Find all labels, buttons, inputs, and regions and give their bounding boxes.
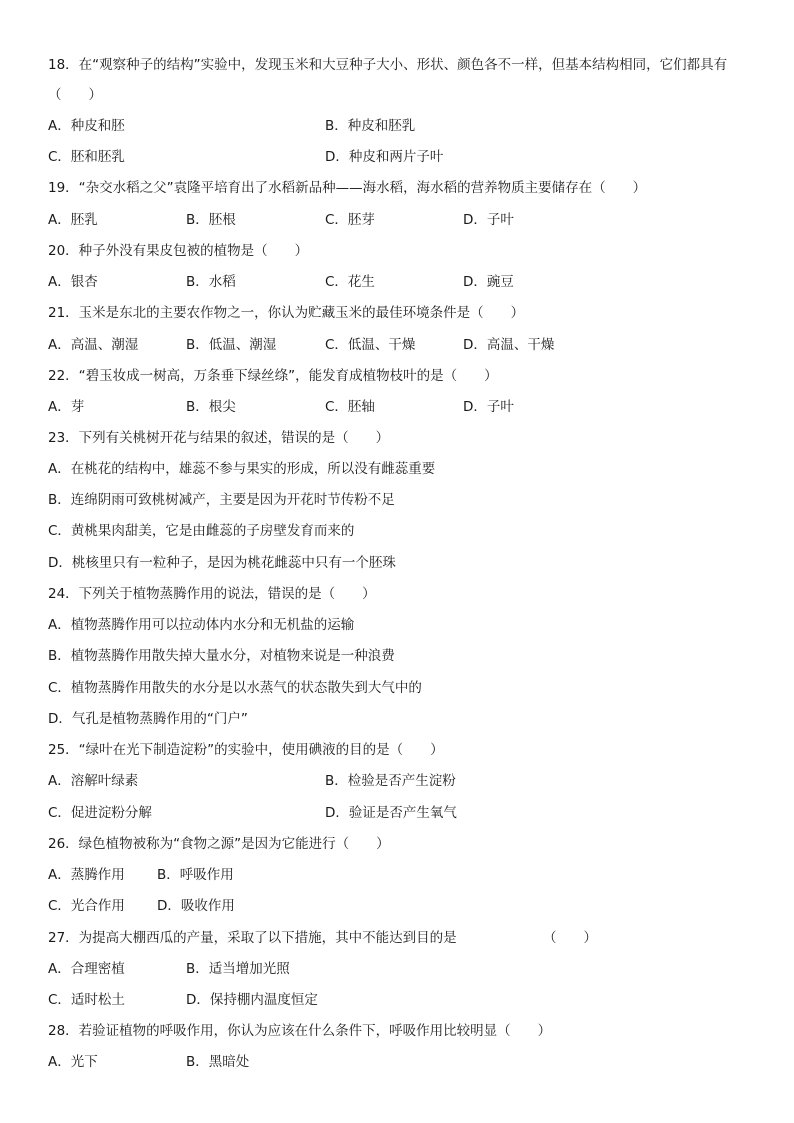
question-24-stem: 24．下列关于植物蒸腾作用的说法，错误的是（ ） <box>48 586 376 602</box>
question-25-option-a: A．溶解叶绿素 <box>48 773 139 789</box>
question-20-option-b: B．水稻 <box>186 274 236 290</box>
question-18-blank: （ ） <box>48 87 102 103</box>
question-19-stem: 19．“杂交水稻之父”袁隆平培育出了水稻新品种——海水稻，海水稻的营养物质主要储存在（ ） <box>48 180 647 196</box>
question-24-option-d: D．气孔是植物蒸腾作用的“门户” <box>48 711 248 727</box>
question-23-option-c: C．黄桃果肉甜美，它是由雌蕊的子房壁发育而来的 <box>48 523 355 539</box>
question-18-stem: 18．在“观察种子的结构”实验中，发现玉米和大豆种子大小、形状、颜色各不一样，但基本结构相同，它们都具有 <box>48 57 728 73</box>
question-22-option-d: D．子叶 <box>463 399 514 415</box>
question-25-option-d: D．验证是否产生氧气 <box>325 805 457 821</box>
question-22-stem: 22．“碧玉妆成一树高，万条垂下绿丝绦”，能发育成植物枝叶的是（ ） <box>48 368 498 384</box>
question-27-option-d: D．保持棚内温度恒定 <box>186 992 318 1008</box>
question-19-option-b: B．胚根 <box>186 212 236 228</box>
question-25-option-c: C．促进淀粉分解 <box>48 805 152 821</box>
question-24-option-c: C．植物蒸腾作用散失的水分是以水蒸气的状态散失到大气中的 <box>48 680 422 696</box>
question-27-blank: （ ） <box>543 930 597 946</box>
question-20-option-a: A．银杏 <box>48 274 98 290</box>
question-28-option-a: A．光下 <box>48 1054 98 1070</box>
question-21-option-a: A．高温、潮湿 <box>48 337 139 353</box>
question-24-option-a: A．植物蒸腾作用可以拉动体内水分和无机盐的运输 <box>48 617 355 633</box>
question-18-option-d: D．种皮和两片子叶 <box>325 149 444 165</box>
question-26-option-c: C．光合作用 <box>48 898 125 914</box>
question-21-option-c: C．低温、干燥 <box>325 337 416 353</box>
question-21-option-b: B．低温、潮湿 <box>186 337 277 353</box>
question-22-option-c: C．胚轴 <box>325 399 375 415</box>
question-22-option-b: B．根尖 <box>186 399 236 415</box>
question-20-stem: 20．种子外没有果皮包被的植物是（ ） <box>48 243 309 259</box>
question-23-stem: 23．下列有关桃树开花与结果的叙述，错误的是（ ） <box>48 430 390 446</box>
question-20-option-d: D．豌豆 <box>463 274 514 290</box>
question-21-option-d: D．高温、干燥 <box>463 337 555 353</box>
question-21-stem: 21．玉米是东北的主要农作物之一，你认为贮藏玉米的最佳环境条件是（ ） <box>48 305 525 321</box>
question-22-option-a: A．芽 <box>48 399 85 415</box>
question-23-option-a: A．在桃花的结构中，雄蕊不参与果实的形成，所以没有雌蕊重要 <box>48 461 436 477</box>
question-18-option-b: B．种皮和胚乳 <box>325 118 416 134</box>
question-26-option-a: A．蒸腾作用 <box>48 867 125 883</box>
question-28-stem: 28．若验证植物的呼吸作用，你认为应该在什么条件下，呼吸作用比较明显（ ） <box>48 1023 552 1039</box>
question-18-option-a: A．种皮和胚 <box>48 118 125 134</box>
question-25-stem: 25．“绿叶在光下制造淀粉”的实验中，使用碘液的目的是（ ） <box>48 742 444 758</box>
question-27-option-c: C．适时松土 <box>48 992 125 1008</box>
question-23-option-b: B．连绵阴雨可致桃树减产，主要是因为开花时节传粉不足 <box>48 492 395 508</box>
question-27-stem: 27．为提高大棚西瓜的产量，采取了以下措施，其中不能达到目的是 <box>48 930 457 946</box>
question-26-option-b: B．呼吸作用 <box>157 867 234 883</box>
question-19-option-a: A．胚乳 <box>48 212 98 228</box>
question-26-stem: 26．绿色植物被称为“食物之源”是因为它能进行（ ） <box>48 836 390 852</box>
question-23-option-d: D．桃核里只有一粒种子，是因为桃花雌蕊中只有一个胚珠 <box>48 555 396 571</box>
question-28-option-b: B．黑暗处 <box>186 1054 250 1070</box>
question-27-option-b: B．适当增加光照 <box>186 961 290 977</box>
question-18-option-c: C．胚和胚乳 <box>48 149 125 165</box>
question-20-option-c: C．花生 <box>325 274 375 290</box>
question-19-option-c: C．胚芽 <box>325 212 375 228</box>
question-25-option-b: B．检验是否产生淀粉 <box>325 773 456 789</box>
question-24-option-b: B．植物蒸腾作用散失掉大量水分，对植物来说是一种浪费 <box>48 648 395 664</box>
question-19-option-d: D．子叶 <box>463 212 514 228</box>
question-26-option-d: D．吸收作用 <box>157 898 235 914</box>
question-27-option-a: A．合理密植 <box>48 961 125 977</box>
